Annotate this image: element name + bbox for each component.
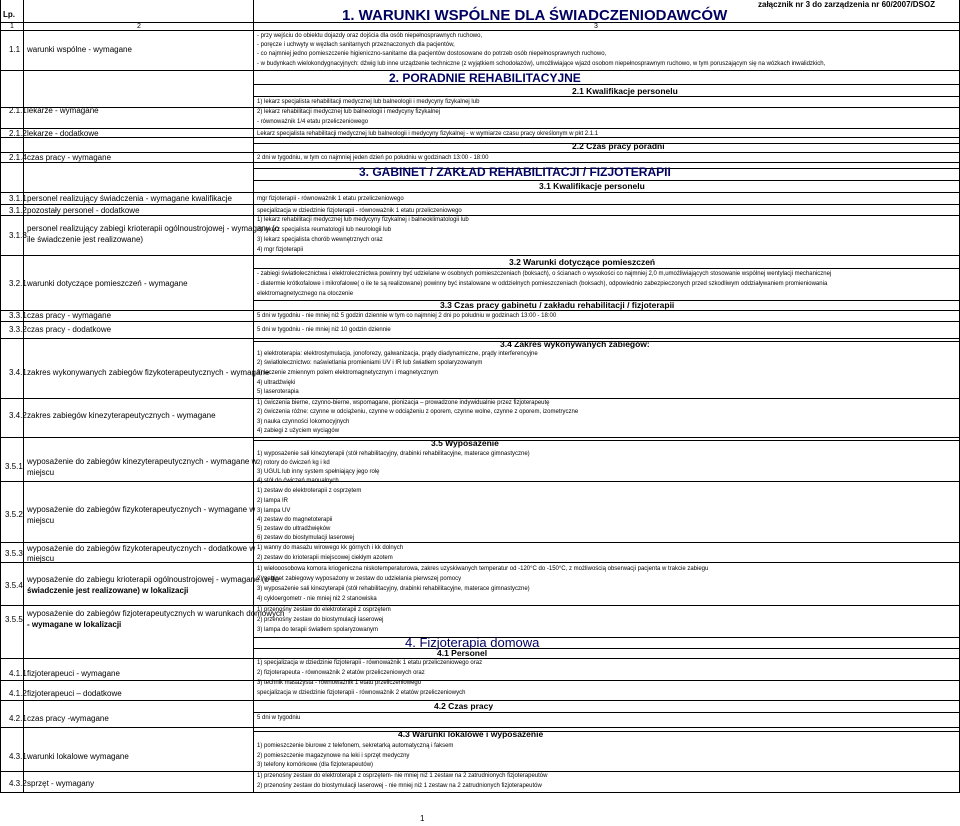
column-number: 2 [137, 23, 141, 30]
list-item: - równoważnik 1/4 etatu przeliczeniowego [257, 119, 369, 125]
list-item: 1) wanny do masażu wirowego kk górnych i kk dolnych [257, 545, 404, 551]
row-number: 3.2.1 [9, 279, 27, 288]
rule [0, 321, 960, 322]
row-label: czas pracy -wymagane [27, 714, 109, 723]
section-title: 4. Fizjoterapia domowa [405, 635, 540, 650]
row-label: wyposażenie do zabiegów fizykoterapeutycznych - dodatkowe w [27, 544, 256, 553]
row-number: 3.5.5 [5, 615, 23, 624]
rule [0, 30, 960, 31]
list-item: 1) elektroterapia: elektrostymulacja, jonoforezy, galwanizacja, prądy diadynamiczne, prądy interferencyjne [257, 351, 538, 357]
row-number: 4.1.1 [9, 669, 27, 678]
rule [0, 727, 960, 728]
list-item: 1) ćwiczenia bierne, czynno-bierne, wspomagane, pionizacja – prowadzone indywidualnie przez fizjoterapeutę [257, 400, 550, 406]
list-item: 3) leczenie zmiennym polem elektromagnetycznym i magnetycznym [257, 370, 439, 376]
rule [0, 192, 960, 193]
list-item: 4) stół do ćwiczeń manualnych [257, 478, 339, 484]
subsection-title: 4.3 Warunki lokalowe i wyposażenie [398, 729, 544, 739]
list-item: elektromagnetycznego na otoczenie [257, 291, 354, 297]
row-number: 3.1.1 [9, 194, 27, 203]
list-item: 5) zestaw do ultradźwięków [257, 526, 331, 532]
list-item: 2) pomieszczenie magazynowe na leki i sprzęt medyczny [257, 753, 410, 759]
list-item: 3) telefony komórkowe (dla fizjoterapeutów) [257, 762, 374, 768]
row-label: zakres zabiegów kinezyterapeutycznych - wymagane [27, 411, 216, 420]
page-number: 1 [420, 814, 425, 823]
row-text: mgr fizjoterapii - równoważnik 1 etatu przeliczeniowego [257, 196, 404, 202]
rule [253, 268, 960, 269]
row-number: 4.1.2 [9, 689, 27, 698]
list-item: 2) rotory do ćwiczeń kg i kd [257, 460, 330, 466]
list-item: - co najmniej jedno pomieszczenie higieniczno-sanitarne dla pacjentów dostosowane do potrzeb osób niepełnosprawnych ruchowo, [257, 51, 607, 57]
row-number: 2.1.4 [9, 153, 27, 162]
row-number: 1.1 [9, 45, 21, 54]
row-label: zakres wykonywanych zabiegów fizykoterapeutycznych - wymagane [27, 368, 270, 377]
list-item: - diatermie krótkofalowe i mikrofalowe( o ile te są realizowane) powinny być instalowane w oddzielnych pomieszczeniach (boksach), odpowiednio zabezpieczonych przed szkodliwym oddziaływaniem promieniowania [257, 281, 828, 287]
rule [0, 562, 960, 563]
row-label: miejscu [27, 468, 55, 477]
row-number: 4.3.2 [9, 779, 27, 788]
row-number: 3.4.2 [9, 411, 27, 420]
list-item: - przy wejściu do obiektu dojazdy oraz dojścia dla osób niepełnosprawnych ruchowo, [257, 33, 483, 39]
row-number: 4.2.1 [9, 714, 27, 723]
row-label: wyposażenie do zabiegów kinezyterapeutycznych - wymagane w [27, 457, 258, 466]
row-label: czas pracy - wymagane [27, 311, 112, 320]
row-number: 3.1.3 [9, 231, 27, 240]
list-item: 4) mgr fizjoterapii [257, 247, 304, 253]
row-label: personel realizujący zabiegi krioterapii ogólnoustrojowej - wymagany (o [27, 224, 280, 233]
rule [0, 658, 960, 659]
subsection-title: 2.1 Kwalifikacje personelu [572, 86, 678, 96]
list-item: 2) zestaw do krioterapii miejscowej ciekłym azotem [257, 555, 393, 561]
list-item: 3) wyposażenie sali kinezyterapii (stół rehabilitacyjny, drabinki rehabilitacyjne, materace gimnastyczne) [257, 586, 530, 592]
rule [0, 0, 1, 792]
list-item: 3) UGUL lub inny system spełniający jego rolę [257, 469, 380, 475]
rule [0, 215, 960, 216]
rule [253, 637, 960, 638]
list-item: 2) przenośny zestaw do biostymulacji laserowej - nie mniej niż 1 zestaw na 2 zatrudnionych fizjoterapeutów [257, 783, 542, 789]
list-item: 4) zestaw do magnetoterapii [257, 517, 333, 523]
rule [0, 771, 960, 772]
row-label: lekarze - dodatkowe [27, 129, 99, 138]
rule [253, 84, 960, 85]
row-number: 3.5.3 [5, 549, 23, 558]
list-item: 1) lekarz specjalista rehabilitacji medycznej lub balneologii i medycyny fizykalnej lub [257, 99, 480, 105]
list-item: - w budynkach wielokondygnacyjnych: dźwig lub inne urządzenie techniczne (z wyjątkiem schodołazów), umożliwiające wjazd osobom niepełnosprawnym ruchowo, w tym poruszającym się na wózkach inwalidzkich, [257, 61, 826, 67]
list-item: 4) cykloergometr - nie mniej niż 2 stanowiska [257, 596, 377, 602]
row-label: - wymagane w lokalizacji [27, 620, 122, 629]
subsection-title: 3.5 Wyposażenie [431, 438, 499, 448]
list-item: 2) przenośny zestaw do biostymulacji laserowej [257, 617, 384, 623]
list-item: 6) zestaw do biostymulacji laserowej [257, 535, 355, 541]
lp-header: Lp. [3, 10, 15, 19]
page-title: 1. WARUNKI WSPÓLNE DLA ŚWIADCZENIODAWCÓW [342, 7, 728, 24]
row-text: Lekarz specjalista rehabilitacji medycznej lub balneologii i medycyny fizykalnej - w wymiarze czasu pracy określonym w pkt 2.1.1 [257, 131, 599, 137]
row-label: ile świadczenie jest realizowane) [27, 235, 144, 244]
rule [253, 731, 960, 732]
section-title: 2. PORADNIE REHABILITACYJNE [389, 71, 581, 85]
row-label: lekarze - wymagane [27, 106, 99, 115]
column-number: 3 [594, 23, 598, 30]
rule [0, 680, 960, 681]
row-number: 3.4.1 [9, 368, 27, 377]
rule [0, 398, 960, 399]
row-label: fizjoterapeuci - wymagane [27, 669, 120, 678]
row-label: pozostały personel - dodatkowe [27, 206, 140, 215]
row-number: 2.1.1 [9, 106, 27, 115]
rule [253, 712, 960, 713]
rule [0, 255, 960, 256]
list-item: 1) wielooosobowa komora kriogeniczna niskotemperaturowa, zakres uzyskiwanych temperatur od -120°C do -150°C, z możliwością obserwacji pacjenta w trakcie zabiegu [257, 566, 709, 572]
row-label: fizjoterapeuci – dodatkowe [27, 689, 122, 698]
row-label: personel realizujący świadczenia - wymagane kwalifikacje [27, 194, 232, 203]
list-item: 1) lekarz rehabilitacji medycznej lub medycyny fizykalnej i balneoklimatologii lub [257, 217, 469, 223]
list-item: 3) technik masażysta - równoważnik 1 etatu przeliczeniowego [257, 680, 422, 686]
rule [0, 338, 960, 339]
list-item: 2) fizjoterapeuta - równoważnik 2 etatów przeliczeniowych oraz [257, 670, 425, 676]
list-item: 2) lekarz rehabilitacji medycznej lub balneologii i medycyny fizykalnej [257, 109, 441, 115]
rule [0, 204, 960, 205]
row-label: miejscu [27, 554, 55, 563]
rule [0, 605, 960, 606]
row-number: 2.1.2 [9, 129, 27, 138]
row-number: 3.5.4 [5, 581, 23, 590]
row-number: 3.3.2 [9, 325, 27, 334]
list-item: 1) przenośny zestaw do elektroterapii z osprzętem- nie mniej niż 1 zestaw na 2 zatrudnionych fizjoterapeutów [257, 773, 548, 779]
list-item: 4) ultradźwięki [257, 380, 296, 386]
rule [0, 310, 960, 311]
row-number: 3.5.2 [5, 510, 23, 519]
rule [0, 137, 960, 138]
rule [0, 128, 960, 129]
row-text: specjalizacja w dziedzinie fizjoterapii - równoważnik 1 etatu przeliczeniowego [257, 208, 462, 214]
row-text: 5 dni w tygodniu - nie mniej niż 5 godzin dziennie w tym co najmniej 2 dni po południu w godzinach 13:00 - 18:00 [257, 313, 557, 319]
list-item: 2) światłolecznictwo: naświetlania promieniami UV i IR lub światłem spolaryzowanym [257, 360, 483, 366]
list-item: - zabiegi światłolecznictwa i elektrolecznictwa powinny być udzielane w osobnych pomieszczeniach (boksach), o ścianach o wysokości co najmniej 2,0 m,umożliwiających stosowanie wspólnej wentylacji mechanicznej [257, 271, 832, 277]
list-item: 2) gabinet zabiegowy wyposażony w zestaw do udzielania pierwszej pomocy [257, 576, 462, 582]
list-item: 5) laseroterapia [257, 389, 299, 395]
list-item: 2) ćwiczenia różne: czynne w odciążeniu, czynne w odciążeniu z oporem, czynne wolne, czynne z oporem, izometryczne [257, 409, 579, 415]
subsection-title: 3.4 Zakres wykonywanych zabiegów: [500, 339, 650, 349]
rule [0, 107, 960, 108]
rule [0, 792, 960, 793]
subsection-title: 2.2 Czas pracy poradni [572, 141, 665, 151]
list-item: 1) przenośny zestaw do elektroterapii z osprzętem [257, 607, 391, 613]
list-item: - poręcze i uchwyty w węzłach sanitarnych przeznaczonych dla pacjentów, [257, 42, 455, 48]
list-item: 3) nauka czynności lokomocyjnych [257, 419, 350, 425]
row-label: czas pracy - dodatkowe [27, 325, 112, 334]
subsection-title: 4.2 Czas pracy [434, 701, 494, 711]
row-text: 5 dni w tygodniu [257, 715, 301, 721]
list-item: 3) lampa UV [257, 508, 291, 514]
rule [0, 481, 960, 482]
attachment-note: załącznik nr 3 do zarządzenia nr 60/2007/DSOZ [758, 0, 935, 9]
row-label: miejscu [27, 516, 55, 525]
subsection-title: 3.1 Kwalifikacje personelu [539, 181, 645, 191]
row-text: 5 dni w tygodniu - nie mniej niż 10 godzin dziennie [257, 327, 391, 333]
rule [253, 440, 960, 441]
row-label: wyposażenie do zabiegu krioterapii ogólnoustrojowej - wymagane (o ile [27, 575, 280, 584]
rule [0, 162, 960, 163]
row-number: 3.3.1 [9, 311, 27, 320]
list-item: 3) lekarz specjalista chorób wewnętrznych oraz [257, 237, 383, 243]
row-label: warunki dotyczące pomieszczeń - wymagane [27, 279, 188, 288]
section-title: 3. GABINET / ZAKŁAD REHABILITACJI / FIZJOTERAPII [359, 165, 671, 179]
row-label: warunki wspólne - wymagane [27, 45, 132, 54]
column-number: 1 [10, 23, 14, 30]
list-item: 1) pomieszczenie biurowe z telefonem, sekretarką automatyczną i faksem [257, 743, 454, 749]
list-item: 2) lampa IR [257, 498, 289, 504]
row-number: 3.5.1 [5, 462, 23, 471]
list-item: 1) wyposażenie sali kinezyterapii (stół rehabilitacyjny, drabinki rehabilitacyjne, materace gimnastyczne) [257, 451, 530, 457]
list-item: 1) specjalizacja w dziedzinie fizjoterapii - równoważnik 1 etatu przeliczeniowego oraz [257, 660, 483, 666]
row-number: 3.1.2 [9, 206, 27, 215]
subsection-title: 4.1 Personel [437, 648, 488, 658]
list-item: 4) zabiegi z użyciem wyciągów [257, 428, 340, 434]
rule [253, 648, 960, 649]
rule [253, 0, 254, 792]
row-label: wyposażenie do zabiegów fizykoterapeutycznych - wymagane w [27, 505, 256, 514]
row-label: czas pracy - wymagane [27, 153, 112, 162]
subsection-title: 3.3 Czas pracy gabinetu / zakładu rehabilitacji / fizjoterapii [440, 300, 675, 310]
list-item: 2) lekarz specjalista reumatologii lub neurologii lub [257, 227, 392, 233]
row-text: 2 dni w tygodniu, w tym co najmniej jeden dzień po południu w godzinach 13:00 - 18:00 [257, 155, 489, 161]
rule [0, 152, 960, 153]
rule [253, 96, 960, 97]
row-label: wyposażenie do zabiegów fizjoterapeutycznych w warunkach domowych [27, 609, 285, 618]
list-item: 1) zestaw do elektroterapii z osprzętem [257, 488, 362, 494]
list-item: 3) lampa do terapii światłem spolaryzowanym [257, 627, 379, 633]
row-label: świadczenie jest realizowane) w lokalizacji [27, 586, 189, 595]
subsection-title: 3.2 Warunki dotyczące pomieszczeń [509, 257, 656, 267]
row-text: specjalizacja w dziedzinie fizjoterapii - równoważnik 2 etatów przeliczeniowych [257, 690, 466, 696]
row-number: 4.3.1 [9, 752, 27, 761]
row-label: warunki lokalowe wymagane [27, 752, 129, 761]
rule [0, 542, 960, 543]
row-label: sprzęt - wymagany [27, 779, 95, 788]
